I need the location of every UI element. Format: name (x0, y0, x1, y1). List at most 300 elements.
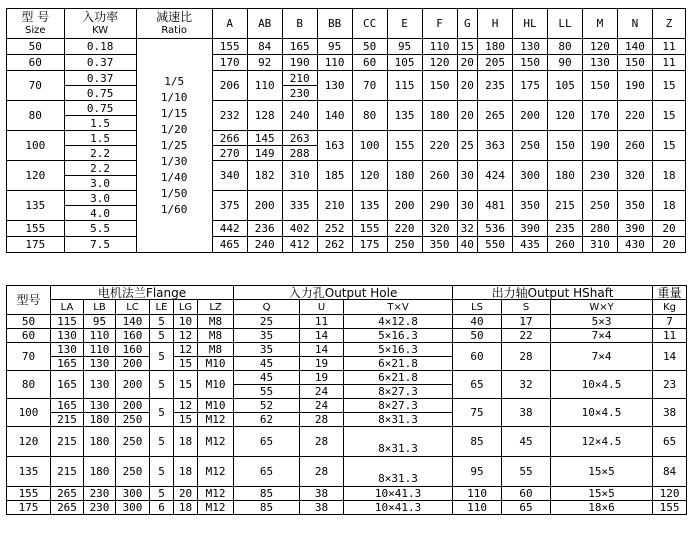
table-cell: 236 (247, 221, 282, 237)
table-cell: 230 (282, 86, 317, 101)
power-cell: 0.37 (64, 71, 136, 86)
table-cell: 60 (352, 55, 387, 71)
table-row (7, 399, 687, 413)
table-cell: 90 (548, 55, 583, 71)
table-cell: 266 (212, 131, 247, 146)
table-cell: 40 (453, 315, 502, 329)
power-header: 入功率 KW (64, 9, 136, 39)
table-cell: 8×27.3 (344, 399, 453, 413)
table-cell: 175 (513, 71, 548, 101)
table-cell: 6×21.8 (344, 371, 453, 385)
table-cell: 22 (502, 329, 551, 343)
table-cell: 10 (174, 315, 198, 329)
table-cell: 92 (247, 55, 282, 71)
table-cell: 230 (84, 501, 116, 515)
power-cell: 2.2 (64, 146, 136, 161)
sub-header: LG (174, 300, 198, 315)
table-cell: 182 (247, 161, 282, 191)
table-row (7, 221, 686, 237)
table-cell: 17 (502, 315, 551, 329)
table-cell: 5 (150, 457, 174, 487)
table-cell: 120 (352, 161, 387, 191)
table-cell: 30 (457, 191, 478, 221)
table-cell: 62 (234, 413, 300, 427)
table-cell: 115 (51, 315, 84, 329)
table-cell: 7 (653, 315, 687, 329)
table-cell: 110 (247, 71, 282, 101)
table-cell: 18 (174, 457, 198, 487)
size-cell: 175 (7, 501, 51, 515)
table-cell: 149 (247, 146, 282, 161)
table-cell: 7×4 (551, 329, 653, 343)
sub-header: LS (453, 300, 502, 315)
table-cell: 15 (652, 71, 685, 101)
table-cell: 150 (617, 55, 652, 71)
power-cell: 4.0 (64, 206, 136, 221)
table-cell: 95 (84, 315, 116, 329)
output-shaft-header: 出力轴Output HShaft (453, 286, 653, 300)
ratio-value: 1/40 (160, 170, 188, 184)
table-cell: 252 (317, 221, 352, 237)
table-cell: 8×27.3 (344, 385, 453, 399)
table-cell: 190 (582, 131, 617, 161)
table-cell: 75 (453, 399, 502, 427)
table-cell: 85 (234, 487, 300, 501)
table-cell: 210 (317, 191, 352, 221)
table-cell: 165 (282, 39, 317, 55)
size-cell: 155 (7, 221, 65, 237)
col-header: N (617, 9, 652, 39)
flange-shaft-table (6, 285, 687, 515)
sub-header: LB (84, 300, 116, 315)
table-row (7, 457, 687, 487)
table1-header-row (7, 9, 686, 39)
power-cell: 1.5 (64, 116, 136, 131)
table-cell: 110 (453, 487, 502, 501)
table-cell: 160 (116, 329, 150, 343)
table-cell: 260 (548, 237, 583, 253)
table-cell: 20 (457, 55, 478, 71)
table-cell: 165 (51, 371, 84, 399)
size-cell: 50 (7, 39, 65, 55)
table2-group-header-row (7, 286, 687, 300)
table-row (7, 237, 686, 253)
table-cell: 481 (478, 191, 513, 221)
table-cell: 20 (457, 71, 478, 101)
table-cell: 180 (84, 457, 116, 487)
sub-header: LZ (198, 300, 234, 315)
table-cell: 110 (422, 39, 457, 55)
table-cell: 38 (300, 487, 344, 501)
table-cell: 200 (247, 191, 282, 221)
table-cell: 140 (617, 39, 652, 55)
col-header: H (478, 9, 513, 39)
col-header: AB (247, 9, 282, 39)
table-cell: 45 (234, 357, 300, 371)
table-row (7, 371, 687, 385)
power-cell: 0.37 (64, 55, 136, 71)
table-cell: 32 (457, 221, 478, 237)
table-cell: 130 (51, 329, 84, 343)
table-cell: 220 (387, 221, 422, 237)
table-cell: 11 (652, 55, 685, 71)
table-cell: 60 (502, 487, 551, 501)
table-cell: 5 (150, 427, 174, 457)
table-row (7, 315, 687, 329)
size-cell: 135 (7, 457, 51, 487)
size-cell: 100 (7, 399, 51, 427)
table-row (7, 39, 686, 55)
table-cell: 11 (653, 329, 687, 343)
table-cell: 80 (548, 39, 583, 55)
table-cell: 14 (653, 343, 687, 371)
dimension-table (6, 8, 686, 253)
table-cell: 18×6 (551, 501, 653, 515)
ratio-value: 1/50 (160, 186, 188, 200)
table-cell: 250 (116, 457, 150, 487)
sub-header: U (300, 300, 344, 315)
table-cell: 150 (422, 71, 457, 101)
table-cell: 20 (174, 487, 198, 501)
size-cell: 120 (7, 161, 65, 191)
col-header: A (212, 9, 247, 39)
table-cell: 265 (51, 487, 84, 501)
table-cell: 6×21.8 (344, 357, 453, 371)
col-header: BB (317, 9, 352, 39)
table-cell: 84 (247, 39, 282, 55)
table-row (7, 71, 686, 86)
table-cell: 23 (653, 371, 687, 399)
table-cell: 65 (653, 427, 687, 457)
table-row (7, 101, 686, 116)
table-cell: 240 (282, 101, 317, 131)
table-cell: 390 (617, 221, 652, 237)
table-cell: 150 (548, 131, 583, 161)
table-cell: 15 (174, 371, 198, 399)
sub-header: S (502, 300, 551, 315)
table-cell: M12 (198, 501, 234, 515)
table-row (7, 501, 687, 515)
table-cell: 5 (150, 487, 174, 501)
table-cell: 288 (282, 146, 317, 161)
power-cell: 0.75 (64, 86, 136, 101)
table-cell: 230 (582, 161, 617, 191)
table-cell: 130 (51, 343, 84, 357)
col-header: LL (548, 9, 583, 39)
table-cell: 220 (422, 131, 457, 161)
table-cell: 85 (234, 501, 300, 515)
ratio-value: 1/25 (160, 138, 188, 152)
table-cell: 10×4.5 (551, 399, 653, 427)
table-cell: 155 (653, 501, 687, 515)
table-cell: 265 (478, 101, 513, 131)
table-cell: 210 (282, 71, 317, 86)
table-cell: M10 (198, 371, 234, 399)
table-cell: 65 (234, 457, 300, 487)
table-cell: 280 (582, 221, 617, 237)
table-cell: 120 (548, 101, 583, 131)
table-cell: M8 (198, 343, 234, 357)
table-row (7, 343, 687, 357)
table-cell: 5 (150, 315, 174, 329)
size-cell: 120 (7, 427, 51, 457)
table-cell: 8×31.3 (344, 457, 453, 487)
table-cell: 18 (174, 501, 198, 515)
table-cell: 130 (84, 371, 116, 399)
table-cell: 250 (582, 191, 617, 221)
table-cell: 20 (652, 221, 685, 237)
table-cell: 110 (84, 343, 116, 357)
table-cell: 170 (212, 55, 247, 71)
table-cell: 65 (234, 427, 300, 457)
table-cell: 262 (317, 237, 352, 253)
input-hole-header: 入力孔Output Hole (234, 286, 453, 300)
col-header: CC (352, 9, 387, 39)
table-cell: 375 (212, 191, 247, 221)
sub-header: LA (51, 300, 84, 315)
sub-header: LE (150, 300, 174, 315)
table-cell: 105 (387, 55, 422, 71)
power-cell: 1.5 (64, 131, 136, 146)
table-cell: 140 (317, 101, 352, 131)
table-cell: 230 (84, 487, 116, 501)
table-cell: 130 (84, 357, 116, 371)
table2-sub-header-row (7, 300, 687, 315)
table-cell: 19 (300, 357, 344, 371)
table-cell: 14 (300, 343, 344, 357)
table-cell: 15×5 (551, 457, 653, 487)
table-cell: 412 (282, 237, 317, 253)
table-cell: 232 (212, 101, 247, 131)
table-cell: 65 (502, 501, 551, 515)
table-cell: 18 (652, 161, 685, 191)
table-cell: 130 (84, 399, 116, 413)
table-cell: 150 (582, 71, 617, 101)
table-cell: 435 (513, 237, 548, 253)
table-cell: 155 (212, 39, 247, 55)
table-cell: 260 (617, 131, 652, 161)
table-cell: 350 (617, 191, 652, 221)
table-cell: 300 (116, 501, 150, 515)
table-cell: 310 (582, 237, 617, 253)
table-cell: 15 (457, 39, 478, 55)
table-cell: 14 (300, 329, 344, 343)
size-cell: 80 (7, 371, 51, 399)
size-cell: 155 (7, 487, 51, 501)
sub-header: Q (234, 300, 300, 315)
table-cell: 12 (174, 343, 198, 357)
table-cell: 130 (582, 55, 617, 71)
table-row (7, 131, 686, 146)
power-cell: 3.0 (64, 176, 136, 191)
table-cell: 5×16.3 (344, 329, 453, 343)
table-cell: 135 (352, 191, 387, 221)
table-cell: 10×41.3 (344, 487, 453, 501)
table-cell: 185 (317, 161, 352, 191)
size-cell: 80 (7, 101, 65, 131)
ratio-value: 1/10 (160, 90, 188, 104)
table-cell: 250 (116, 413, 150, 427)
table-cell: 424 (478, 161, 513, 191)
table-cell: 200 (387, 191, 422, 221)
table-row (7, 329, 687, 343)
power-cell: 2.2 (64, 161, 136, 176)
table-cell: 290 (422, 191, 457, 221)
table-cell: 110 (453, 501, 502, 515)
table-cell: 28 (502, 343, 551, 371)
table-cell: 35 (234, 343, 300, 357)
table-cell: 310 (282, 161, 317, 191)
table-cell: 155 (387, 131, 422, 161)
table-cell: 536 (478, 221, 513, 237)
table-cell: 45 (502, 427, 551, 457)
table-cell: 8×31.3 (344, 413, 453, 427)
table-cell: 215 (548, 191, 583, 221)
table-cell: 8×31.3 (344, 427, 453, 457)
table-cell: 10×4.5 (551, 371, 653, 399)
table-cell: 80 (352, 101, 387, 131)
table-cell: 84 (653, 457, 687, 487)
ratio-value: 1/60 (160, 202, 188, 216)
table-cell: 215 (51, 413, 84, 427)
table-cell: 240 (247, 237, 282, 253)
table-cell: 115 (387, 71, 422, 101)
table-cell: 430 (617, 237, 652, 253)
table-cell: 165 (51, 399, 84, 413)
table-cell: 250 (387, 237, 422, 253)
col-header: B (282, 9, 317, 39)
size-cell: 135 (7, 191, 65, 221)
table-cell: 235 (548, 221, 583, 237)
ratio-cell (136, 39, 212, 253)
table-cell: 215 (51, 427, 84, 457)
ratio-header: 减速比 Ratio (136, 9, 212, 39)
table-cell: 5×16.3 (344, 343, 453, 357)
table-cell: 15 (652, 131, 685, 161)
table-cell: 120 (422, 55, 457, 71)
table-cell: 32 (502, 371, 551, 399)
table-cell: M12 (198, 457, 234, 487)
table-cell: 270 (212, 146, 247, 161)
table-cell: M8 (198, 315, 234, 329)
table-cell: 28 (300, 427, 344, 457)
table-cell: 35 (234, 329, 300, 343)
table-cell: 180 (478, 39, 513, 55)
table-cell: 38 (300, 501, 344, 515)
table-cell: 38 (502, 399, 551, 427)
ratio-value: 1/30 (160, 154, 188, 168)
table-cell: 65 (453, 371, 502, 399)
table-cell: 55 (502, 457, 551, 487)
table-cell: 10×41.3 (344, 501, 453, 515)
table-cell: M10 (198, 399, 234, 413)
sub-header: T×V (344, 300, 453, 315)
table-cell: 363 (478, 131, 513, 161)
power-cell: 0.75 (64, 101, 136, 116)
table-cell: 12 (174, 399, 198, 413)
table-cell: 265 (51, 501, 84, 515)
col-header: M (582, 9, 617, 39)
flange-header: 电机法兰Flange (51, 286, 234, 300)
table-cell: 19 (300, 371, 344, 385)
table-cell: 120 (582, 39, 617, 55)
size-header: 型号 (7, 286, 51, 315)
table-cell: 95 (453, 457, 502, 487)
table-cell: 18 (174, 427, 198, 457)
table-cell: 215 (51, 457, 84, 487)
table-cell: 180 (84, 413, 116, 427)
table-cell: 20 (457, 101, 478, 131)
sub-header: W×Y (551, 300, 653, 315)
table-cell: 5 (150, 399, 174, 427)
size-cell: 175 (7, 237, 65, 253)
table-cell: 465 (212, 237, 247, 253)
table-cell: 105 (548, 71, 583, 101)
table-cell: 160 (116, 343, 150, 357)
col-header: HL (513, 9, 548, 39)
table-cell: 250 (513, 131, 548, 161)
table-cell: 145 (247, 131, 282, 146)
table-cell: 350 (513, 191, 548, 221)
table-cell: 170 (582, 101, 617, 131)
table-cell: M12 (198, 487, 234, 501)
ratio-value: 1/20 (160, 122, 188, 136)
table-cell: 6 (150, 501, 174, 515)
table-cell: 15×5 (551, 487, 653, 501)
table-cell: 135 (387, 101, 422, 131)
table-row (7, 191, 686, 206)
table-cell: 235 (478, 71, 513, 101)
table-cell: 205 (478, 55, 513, 71)
table-cell: 190 (617, 71, 652, 101)
table-cell: 38 (653, 399, 687, 427)
table-cell: 25 (234, 315, 300, 329)
table-cell: 550 (478, 237, 513, 253)
table-cell: 128 (247, 101, 282, 131)
table-cell: 180 (548, 161, 583, 191)
table-cell: 5 (150, 371, 174, 399)
table-cell: 350 (422, 237, 457, 253)
table-cell: 110 (317, 55, 352, 71)
table-cell: 11 (652, 39, 685, 55)
power-cell: 0.18 (64, 39, 136, 55)
table-cell: 263 (282, 131, 317, 146)
table-cell: 140 (116, 315, 150, 329)
table-cell: 12×4.5 (551, 427, 653, 457)
table-cell: 442 (212, 221, 247, 237)
table-cell: 190 (282, 55, 317, 71)
table-cell: 150 (513, 55, 548, 71)
table-cell: 45 (234, 371, 300, 385)
table-cell: 260 (422, 161, 457, 191)
table-cell: 85 (453, 427, 502, 457)
table-cell: 390 (513, 221, 548, 237)
size-cell: 60 (7, 329, 51, 343)
table-cell: 165 (51, 357, 84, 371)
table-cell: M12 (198, 427, 234, 457)
table-cell: 130 (513, 39, 548, 55)
col-header: Z (652, 9, 685, 39)
table-cell: 180 (84, 427, 116, 457)
table-cell: 130 (317, 71, 352, 101)
table-cell: 180 (422, 101, 457, 131)
table-cell: 70 (352, 71, 387, 101)
size-cell: 70 (7, 71, 65, 101)
table-cell: 11 (300, 315, 344, 329)
table-cell: 5 (150, 343, 174, 371)
table-cell: 55 (234, 385, 300, 399)
table-cell: 95 (387, 39, 422, 55)
